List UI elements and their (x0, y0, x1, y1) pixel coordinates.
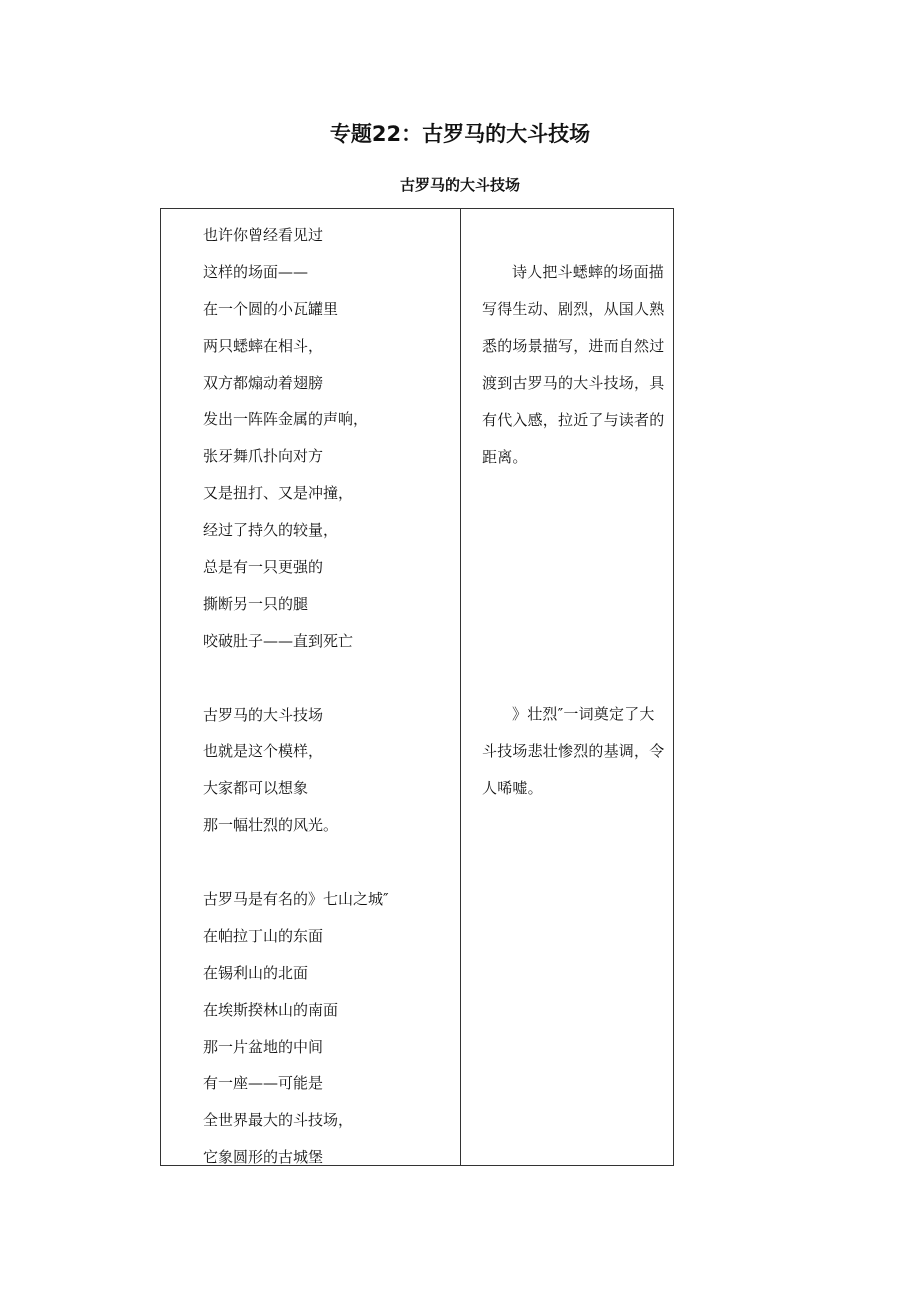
poem-line: 也就是这个模样， (203, 742, 324, 761)
poem-line: 在埃斯揆林山的南面 (203, 1000, 339, 1019)
stanza-break (203, 660, 453, 697)
poem-line: 两只蟋蟀在相斗， (203, 336, 324, 355)
poem-line: 那一幅壮烈的风光。 (203, 816, 339, 835)
poem-line: 有一座——可能是 (203, 1074, 324, 1093)
annotation-comment: 》壮烈″一词奠定了大斗技场悲壮惨烈的基调，令人唏嘘。 (482, 705, 665, 797)
poem-line: 总是有一只更强的 (203, 558, 324, 577)
poem-line: 撕断另一只的腿 (203, 594, 309, 613)
annotation-comment: 诗人把斗蟋蟀的场面描写得生动、剧烈，从国人熟悉的场景描写，进而自然过渡到古罗马的大斗技场，具有代入感，拉近了与读者的距离。 (482, 263, 665, 466)
poem-line: 在帕拉丁山的东面 (203, 926, 324, 945)
poem-line: 在一个圆的小瓦罐里 (203, 299, 339, 318)
poem-line: 全世界最大的斗技场， (203, 1111, 354, 1130)
stanza-break (203, 844, 453, 881)
column-divider (460, 209, 461, 1165)
poem-line: 也许你曾经看见过 (203, 226, 324, 244)
poem-line: 张牙舞爪扑向对方 (203, 447, 324, 466)
poem-line: 咬破肚子——直到死亡 (203, 631, 354, 650)
poem-line: 在锡利山的北面 (203, 963, 309, 982)
poem-line: 大家都可以想象 (203, 779, 309, 798)
poem-line: 发出一阵阵金属的声响， (203, 410, 369, 429)
page-title: 专题22：古罗马的大斗技场 (329, 122, 591, 146)
poem-line: 它象圆形的古城堡 (203, 1148, 324, 1167)
poem-line: 双方都煽动着翅膀 (203, 373, 324, 392)
poem-line: 古罗马的大斗技场 (203, 705, 324, 724)
poem-line: 经过了持久的较量， (203, 521, 339, 540)
poem-table (160, 208, 674, 1166)
poem-line: 古罗马是有名的》七山之城″ (203, 890, 389, 909)
poem-line: 那一片盆地的中间 (203, 1037, 324, 1056)
poem-column (203, 217, 453, 1176)
poem-title: 古罗马的大斗技场 (399, 176, 520, 194)
poem-line: 又是扭打、又是冲撞， (203, 484, 354, 503)
poem-line: 这样的场面—— (203, 262, 309, 281)
